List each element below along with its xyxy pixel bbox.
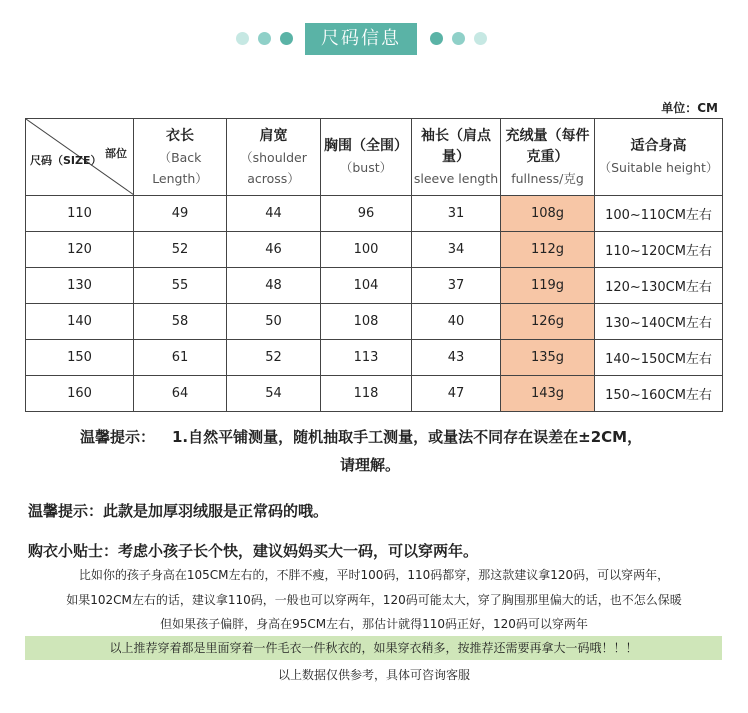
size-cell: 130 <box>26 268 134 304</box>
sleeve-cell: 31 <box>412 196 501 232</box>
col-header-sub: （shoulder across） <box>240 149 307 186</box>
col-header-main: 胸围（全围） <box>324 138 408 154</box>
col-header-main: 适合身高 <box>630 138 687 154</box>
bust-cell: 104 <box>321 268 412 304</box>
fill-cell: 119g <box>501 268 595 304</box>
bust-cell: 113 <box>321 340 412 376</box>
sleeve-cell: 43 <box>412 340 501 376</box>
tip1-line1: 1.自然平铺测量，随机抽取手工测量，或量法不同存在误差在±2CM， <box>172 428 643 446</box>
decor-dot <box>280 32 293 45</box>
shoulder-cell: 50 <box>227 304 321 340</box>
height-cell: 130~140CM左右 <box>595 304 723 340</box>
corner-top-label: 部位 <box>105 147 127 160</box>
size-cell: 160 <box>26 376 134 412</box>
table-row <box>26 376 723 412</box>
bust-cell: 100 <box>321 232 412 268</box>
fill-cell: 126g <box>501 304 595 340</box>
footer-note: 以上数据仅供参考，具体可咨询客服 <box>277 668 470 682</box>
col-header <box>134 119 227 196</box>
length-cell: 64 <box>134 376 227 412</box>
col-header <box>595 119 723 196</box>
length-cell: 61 <box>134 340 227 376</box>
length-cell: 49 <box>134 196 227 232</box>
shoulder-cell: 54 <box>227 376 321 412</box>
col-header <box>321 119 412 196</box>
fill-cell: 135g <box>501 340 595 376</box>
table-row <box>26 304 723 340</box>
advice-line: 比如你的孩子身高在105CM左右的，不胖不瘦，平时100码，110码都穿，那这款建议拿120码，可以穿两年， <box>78 568 670 582</box>
sleeve-cell: 37 <box>412 268 501 304</box>
col-header-main: 袖长（肩点量） <box>421 127 491 165</box>
length-cell: 52 <box>134 232 227 268</box>
advice-line: 但如果孩子偏胖，身高在95CM左右，那估计就得110码正好，120码可以穿两年 <box>160 617 588 631</box>
corner-bottom-label: 尺码（SIZE） <box>30 154 102 167</box>
height-cell: 100~110CM左右 <box>595 196 723 232</box>
tip1-line2: 请理解。 <box>340 456 401 474</box>
decor-dot <box>474 32 487 45</box>
table-row <box>26 196 723 232</box>
col-header-sub: sleeve length <box>413 170 499 186</box>
length-cell: 58 <box>134 304 227 340</box>
recommend-note: 以上推荐穿着都是里面穿着一件毛衣一件秋衣的，如果穿衣稍多，按推荐还需要再拿大一码哦！！！ <box>25 636 722 660</box>
size-cell: 150 <box>26 340 134 376</box>
col-header-main: 衣长 <box>166 127 194 144</box>
height-cell: 120~130CM左右 <box>595 268 723 304</box>
col-header-sub: （bust） <box>339 160 393 175</box>
section-title: 尺码信息 <box>305 23 417 55</box>
shoulder-cell: 46 <box>227 232 321 268</box>
table-header-row <box>26 119 723 196</box>
shoulder-cell: 52 <box>227 340 321 376</box>
tip3-text: 购衣小贴士：考虑小孩子长个快，建议妈妈买大一码，可以穿两年。 <box>28 542 479 560</box>
col-header-sub: （Back Length） <box>152 149 208 186</box>
decor-dot <box>430 32 443 45</box>
decor-dot <box>258 32 271 45</box>
corner-cell <box>26 119 134 196</box>
sleeve-cell: 34 <box>412 232 501 268</box>
shoulder-cell: 44 <box>227 196 321 232</box>
decor-dot <box>452 32 465 45</box>
table-row <box>26 268 723 304</box>
size-table <box>25 118 723 412</box>
shoulder-cell: 48 <box>227 268 321 304</box>
table-row <box>26 340 723 376</box>
fill-cell: 108g <box>501 196 595 232</box>
table-row <box>26 232 723 268</box>
sleeve-cell: 40 <box>412 304 501 340</box>
sleeve-cell: 47 <box>412 376 501 412</box>
tip2-text: 温馨提示：此款是加厚羽绒服是正常码的哦。 <box>28 502 329 520</box>
height-cell: 140~150CM左右 <box>595 340 723 376</box>
decor-dot <box>236 32 249 45</box>
size-cell: 140 <box>26 304 134 340</box>
col-header-sub: （Suitable height） <box>598 160 719 175</box>
bust-cell: 108 <box>321 304 412 340</box>
bust-cell: 96 <box>321 196 412 232</box>
col-header-main: 充绒量（每件克重） <box>505 127 590 165</box>
col-header-main: 肩宽 <box>259 127 288 144</box>
col-header <box>501 119 595 196</box>
length-cell: 55 <box>134 268 227 304</box>
tip1-label: 温馨提示： <box>80 428 156 446</box>
col-header <box>227 119 321 196</box>
height-cell: 110~120CM左右 <box>595 232 723 268</box>
section-header <box>0 22 748 56</box>
advice-line: 如果102CM左右的话，建议拿110码，一般也可以穿两年，120码可能太大，穿了胸围那里偏大的话，也不怎么保暖 <box>66 593 682 607</box>
col-header-sub: fullness/克g <box>511 170 584 186</box>
col-header <box>412 119 501 196</box>
size-cell: 110 <box>26 196 134 232</box>
size-cell: 120 <box>26 232 134 268</box>
height-cell: 150~160CM左右 <box>595 376 723 412</box>
fill-cell: 112g <box>501 232 595 268</box>
unit-label: 单位：CM <box>661 101 718 115</box>
fill-cell: 143g <box>501 376 595 412</box>
bust-cell: 118 <box>321 376 412 412</box>
